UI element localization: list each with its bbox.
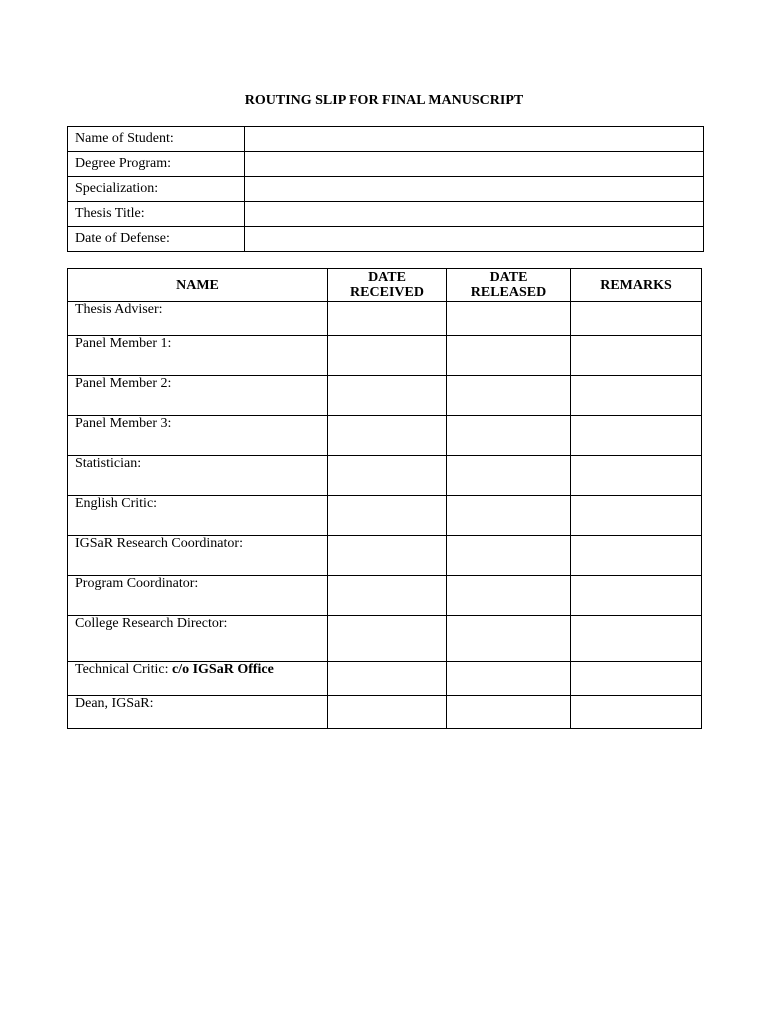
specialization-label: Specialization:: [68, 177, 245, 202]
routing-row: [68, 302, 702, 336]
date-received-cell[interactable]: [328, 536, 447, 576]
routing-row: [68, 416, 702, 456]
date-received-cell[interactable]: [328, 456, 447, 496]
date-of-defense-label: Date of Defense:: [68, 227, 245, 252]
role-dean-igsar: Dean, IGSaR:: [68, 696, 328, 729]
date-received-cell[interactable]: [328, 616, 447, 662]
date-received-cell[interactable]: [328, 576, 447, 616]
remarks-cell[interactable]: [571, 302, 702, 336]
date-released-cell[interactable]: [447, 416, 571, 456]
header-name: NAME: [68, 269, 328, 302]
student-info-row: [68, 152, 704, 177]
date-received-cell[interactable]: [328, 696, 447, 729]
header-date-released: [447, 269, 571, 302]
header-remarks: REMARKS: [571, 269, 702, 302]
routing-row: [68, 616, 702, 662]
remarks-cell[interactable]: [571, 416, 702, 456]
routing-row: [68, 696, 702, 729]
routing-row: [68, 662, 702, 696]
remarks-cell[interactable]: [571, 336, 702, 376]
date-released-cell[interactable]: [447, 376, 571, 416]
header-date-released-line2: RELEASED: [470, 285, 547, 300]
thesis-title-label: Thesis Title:: [68, 202, 245, 227]
role-college-research-director: College Research Director:: [68, 616, 328, 662]
degree-program-label: Degree Program:: [68, 152, 245, 177]
header-date-received: [328, 269, 447, 302]
remarks-cell[interactable]: [571, 696, 702, 729]
remarks-cell[interactable]: [571, 662, 702, 696]
routing-row: [68, 496, 702, 536]
role-thesis-adviser: Thesis Adviser:: [68, 302, 328, 336]
role-program-coordinator: Program Coordinator:: [68, 576, 328, 616]
date-released-cell[interactable]: [447, 496, 571, 536]
role-panel-member-3: Panel Member 3:: [68, 416, 328, 456]
routing-row: [68, 456, 702, 496]
student-info-row: [68, 227, 704, 252]
student-name-field[interactable]: [245, 127, 704, 152]
degree-program-field[interactable]: [245, 152, 704, 177]
routing-row: [68, 376, 702, 416]
header-date-released-line1: DATE: [489, 270, 528, 285]
role-technical-critic: [68, 662, 328, 696]
remarks-cell[interactable]: [571, 376, 702, 416]
role-igsar-research-coordinator: IGSaR Research Coordinator:: [68, 536, 328, 576]
date-released-cell[interactable]: [447, 616, 571, 662]
specialization-field[interactable]: [245, 177, 704, 202]
date-released-cell[interactable]: [447, 536, 571, 576]
date-received-cell[interactable]: [328, 496, 447, 536]
role-panel-member-2: Panel Member 2:: [68, 376, 328, 416]
date-of-defense-field[interactable]: [245, 227, 704, 252]
remarks-cell[interactable]: [571, 576, 702, 616]
date-released-cell[interactable]: [447, 662, 571, 696]
date-released-cell[interactable]: [447, 302, 571, 336]
role-english-critic: English Critic:: [68, 496, 328, 536]
remarks-cell[interactable]: [571, 536, 702, 576]
remarks-cell[interactable]: [571, 496, 702, 536]
technical-critic-label: Technical Critic:: [75, 662, 169, 677]
remarks-cell[interactable]: [571, 456, 702, 496]
document-title: ROUTING SLIP FOR FINAL MANUSCRIPT: [244, 93, 524, 108]
header-date-received-line1: DATE: [368, 270, 406, 285]
date-received-cell[interactable]: [328, 336, 447, 376]
date-released-cell[interactable]: [447, 696, 571, 729]
thesis-title-field[interactable]: [245, 202, 704, 227]
student-info-row: [68, 202, 704, 227]
role-panel-member-1: Panel Member 1:: [68, 336, 328, 376]
role-statistician: Statistician:: [68, 456, 328, 496]
date-received-cell[interactable]: [328, 416, 447, 456]
routing-table: [67, 268, 702, 729]
routing-row: [68, 536, 702, 576]
routing-row: [68, 336, 702, 376]
student-info-row: [68, 127, 704, 152]
student-info-table: [67, 126, 704, 252]
routing-header-row: [68, 269, 702, 302]
date-received-cell[interactable]: [328, 376, 447, 416]
technical-critic-note: c/o IGSaR Office: [171, 662, 274, 677]
routing-row: [68, 576, 702, 616]
date-released-cell[interactable]: [447, 336, 571, 376]
header-date-received-line2: RECEIVED: [350, 285, 424, 300]
date-released-cell[interactable]: [447, 456, 571, 496]
date-received-cell[interactable]: [328, 662, 447, 696]
student-name-label: Name of Student:: [68, 127, 245, 152]
remarks-cell[interactable]: [571, 616, 702, 662]
date-received-cell[interactable]: [328, 302, 447, 336]
date-released-cell[interactable]: [447, 576, 571, 616]
student-info-row: [68, 177, 704, 202]
